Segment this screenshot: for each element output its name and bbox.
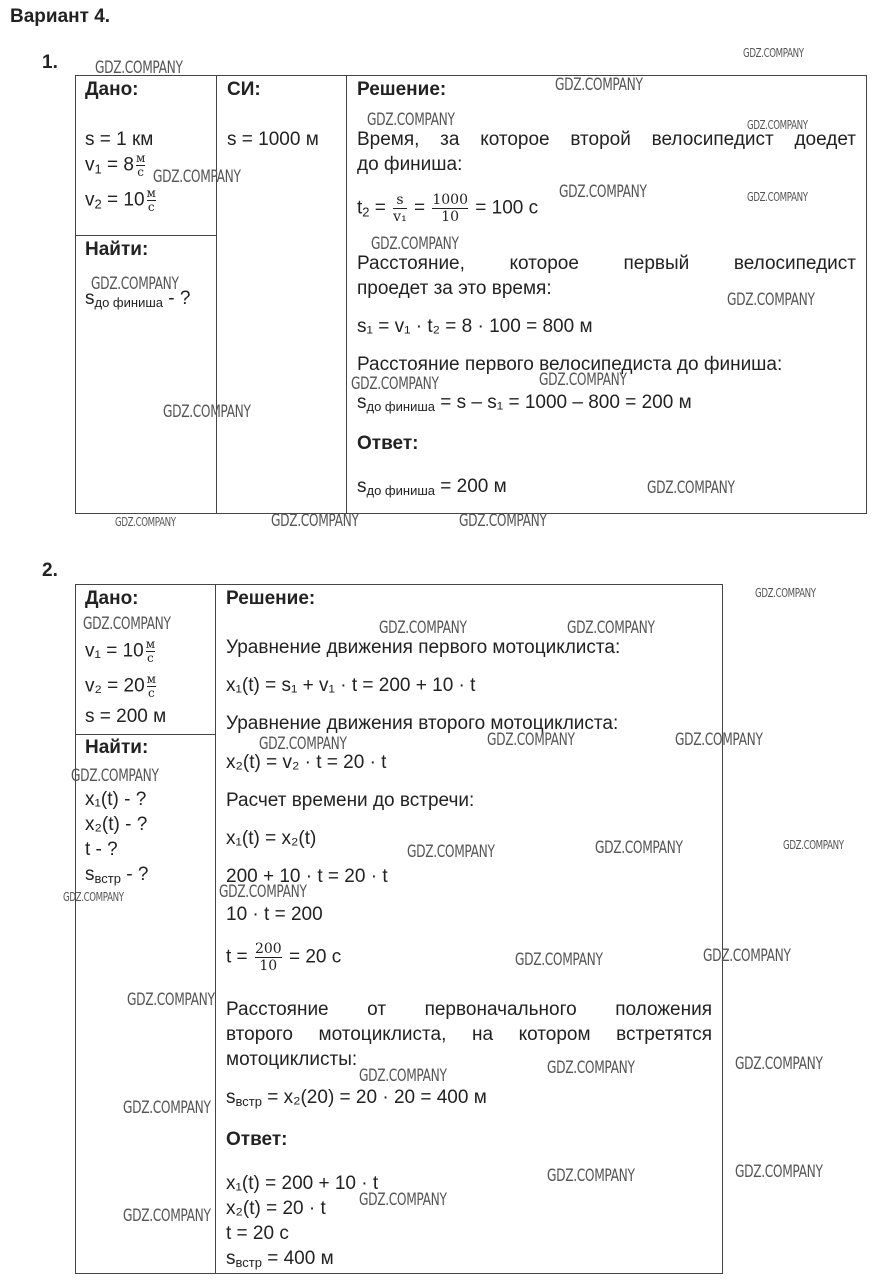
solution-heading: Решение: xyxy=(226,588,316,609)
watermark: GDZ.COMPANY xyxy=(359,1190,447,1210)
watermark: GDZ.COMPANY xyxy=(371,234,459,254)
solution-text: Время, за которое второй велосипедист доедет xyxy=(357,129,856,150)
formula-time: t = $\frac{200}{10}$ = 20 с xyxy=(226,941,342,974)
watermark: GDZ.COMPANY xyxy=(123,1206,211,1226)
solution-text: второго мотоциклиста, на котором встретятся xyxy=(226,1024,712,1045)
given-distance: s = 200 м xyxy=(85,706,167,727)
find-item: x₁(t) - ? xyxy=(85,789,147,810)
watermark: GDZ.COMPANY xyxy=(647,478,735,498)
watermark: GDZ.COMPANY xyxy=(515,950,603,970)
watermark: GDZ.COMPANY xyxy=(351,374,439,394)
answer-value: $s_{встр} = 400$ м xyxy=(226,1248,334,1270)
given-v2: v₂ = 20 $\frac{м}{с}$ xyxy=(85,672,157,700)
find-item: x₂(t) - ? xyxy=(85,814,148,835)
given-distance: s = 1 км xyxy=(85,129,154,150)
formula-svstr: $s_{встр} = x_2(20) = 20 \cdot 20 = 400$ м xyxy=(226,1087,487,1109)
given-v2: $v_2 = 10$ $\frac{м}{с}$ xyxy=(85,186,156,214)
problem-2-number: 2. xyxy=(42,560,58,581)
formula-sfinish: $s_{до финиша} = s - s_1 = 1000 - 800 = 200$ м xyxy=(357,392,692,414)
watermark: GDZ.COMPANY xyxy=(595,838,683,858)
solution-text: Расстояние первого велосипедиста до финиша: xyxy=(357,354,783,375)
formula-equal: x₁(t) = x₂(t) xyxy=(226,828,317,849)
solution-text: Расстояние от первоначального положения xyxy=(226,999,712,1020)
formula-x2: x₂(t) = v₂ · t = 20 · t xyxy=(226,752,387,773)
divider xyxy=(216,75,217,514)
answer-value: t = 20 с xyxy=(226,1223,289,1244)
divider xyxy=(215,584,216,1274)
solution-text: мотоциклисты: xyxy=(226,1049,358,1070)
problem-1-number: 1. xyxy=(42,52,58,73)
watermark: GDZ.COMPANY xyxy=(747,190,808,204)
watermark: GDZ.COMPANY xyxy=(459,511,547,531)
watermark: GDZ.COMPANY xyxy=(735,1054,823,1074)
answer-value: x₂(t) = 20 · t xyxy=(226,1198,326,1219)
watermark: GDZ.COMPANY xyxy=(559,182,647,202)
watermark: GDZ.COMPANY xyxy=(567,618,655,638)
watermark: GDZ.COMPANY xyxy=(675,730,763,750)
watermark: GDZ.COMPANY xyxy=(259,734,347,754)
find-heading: Найти: xyxy=(85,737,149,758)
watermark: GDZ.COMPANY xyxy=(271,511,359,531)
watermark: GDZ.COMPANY xyxy=(743,46,804,60)
solution-text: до финиша: xyxy=(357,154,463,175)
watermark: GDZ.COMPANY xyxy=(703,946,791,966)
formula-simplified: 10 · t = 200 xyxy=(226,904,323,925)
answer-heading: Ответ: xyxy=(226,1129,288,1150)
watermark: GDZ.COMPANY xyxy=(91,274,179,294)
watermark: GDZ.COMPANY xyxy=(367,110,455,130)
watermark: GDZ.COMPANY xyxy=(747,118,808,132)
formula-t2: $t_2$ = $\frac{s}{\text{v₁}}$ = $\frac{1000}{10}$ = 100 с xyxy=(357,192,539,225)
si-distance: s = 1000 м xyxy=(227,129,319,150)
watermark: GDZ.COMPANY xyxy=(127,990,215,1010)
watermark: GDZ.COMPANY xyxy=(71,766,159,786)
watermark: GDZ.COMPANY xyxy=(379,618,467,638)
watermark: GDZ.COMPANY xyxy=(407,842,495,862)
watermark: GDZ.COMPANY xyxy=(539,370,627,390)
watermark: GDZ.COMPANY xyxy=(63,890,124,904)
answer-heading: Ответ: xyxy=(357,433,419,454)
divider xyxy=(75,235,217,236)
formula-s1: s₁ = v₁ · t₂ = 8 · 100 = 800 м xyxy=(357,316,593,337)
divider xyxy=(346,75,347,514)
solution-text: Уравнение движения второго мотоциклиста: xyxy=(226,713,619,734)
watermark: GDZ.COMPANY xyxy=(783,838,844,852)
watermark: GDZ.COMPANY xyxy=(547,1058,635,1078)
watermark: GDZ.COMPANY xyxy=(123,1098,211,1118)
watermark: GDZ.COMPANY xyxy=(95,58,183,78)
answer-value: x₁(t) = 200 + 10 · t xyxy=(226,1173,379,1194)
watermark: GDZ.COMPANY xyxy=(163,402,251,422)
watermark: GDZ.COMPANY xyxy=(359,1066,447,1086)
watermark: GDZ.COMPANY xyxy=(219,882,307,902)
watermark: GDZ.COMPANY xyxy=(727,290,815,310)
watermark: GDZ.COMPANY xyxy=(755,586,816,600)
formula-x1: x₁(t) = s₁ + v₁ · t = 200 + 10 · t xyxy=(226,675,476,696)
solution-text: Расстояние, которое первый велосипедист xyxy=(357,253,856,274)
find-item: $s_{встр}$ - ? xyxy=(85,864,149,886)
watermark: GDZ.COMPANY xyxy=(83,614,171,634)
dano-heading: Дано: xyxy=(85,79,139,100)
page-title: Вариант 4. xyxy=(10,6,111,27)
watermark: GDZ.COMPANY xyxy=(555,75,643,95)
divider xyxy=(75,734,216,735)
watermark: GDZ.COMPANY xyxy=(115,515,176,529)
solution-heading: Решение: xyxy=(357,79,447,100)
given-v1: $v_1 = 8$ $\frac{м}{с}$ xyxy=(85,151,146,179)
given-v1: v₁ = 10 $\frac{м}{с}$ xyxy=(85,637,156,665)
watermark: GDZ.COMPANY xyxy=(153,167,241,187)
si-heading: СИ: xyxy=(227,79,261,100)
solution-text: проедет за это время: xyxy=(357,278,552,299)
watermark: GDZ.COMPANY xyxy=(735,1162,823,1182)
solution-text: Уравнение движения первого мотоциклиста: xyxy=(226,637,621,658)
watermark: GDZ.COMPANY xyxy=(487,730,575,750)
solution-text: Расчет времени до встречи: xyxy=(226,790,475,811)
find-item: t - ? xyxy=(85,839,118,860)
formula-equation: 200 + 10 · t = 20 · t xyxy=(226,866,388,887)
dano-heading: Дано: xyxy=(85,588,139,609)
answer-value: $s_{до финиша} = 200$ м xyxy=(357,476,507,498)
find-heading: Найти: xyxy=(85,239,149,260)
watermark: GDZ.COMPANY xyxy=(547,1166,635,1186)
find-distance: $s_{до финиша}$ - ? xyxy=(85,288,191,310)
